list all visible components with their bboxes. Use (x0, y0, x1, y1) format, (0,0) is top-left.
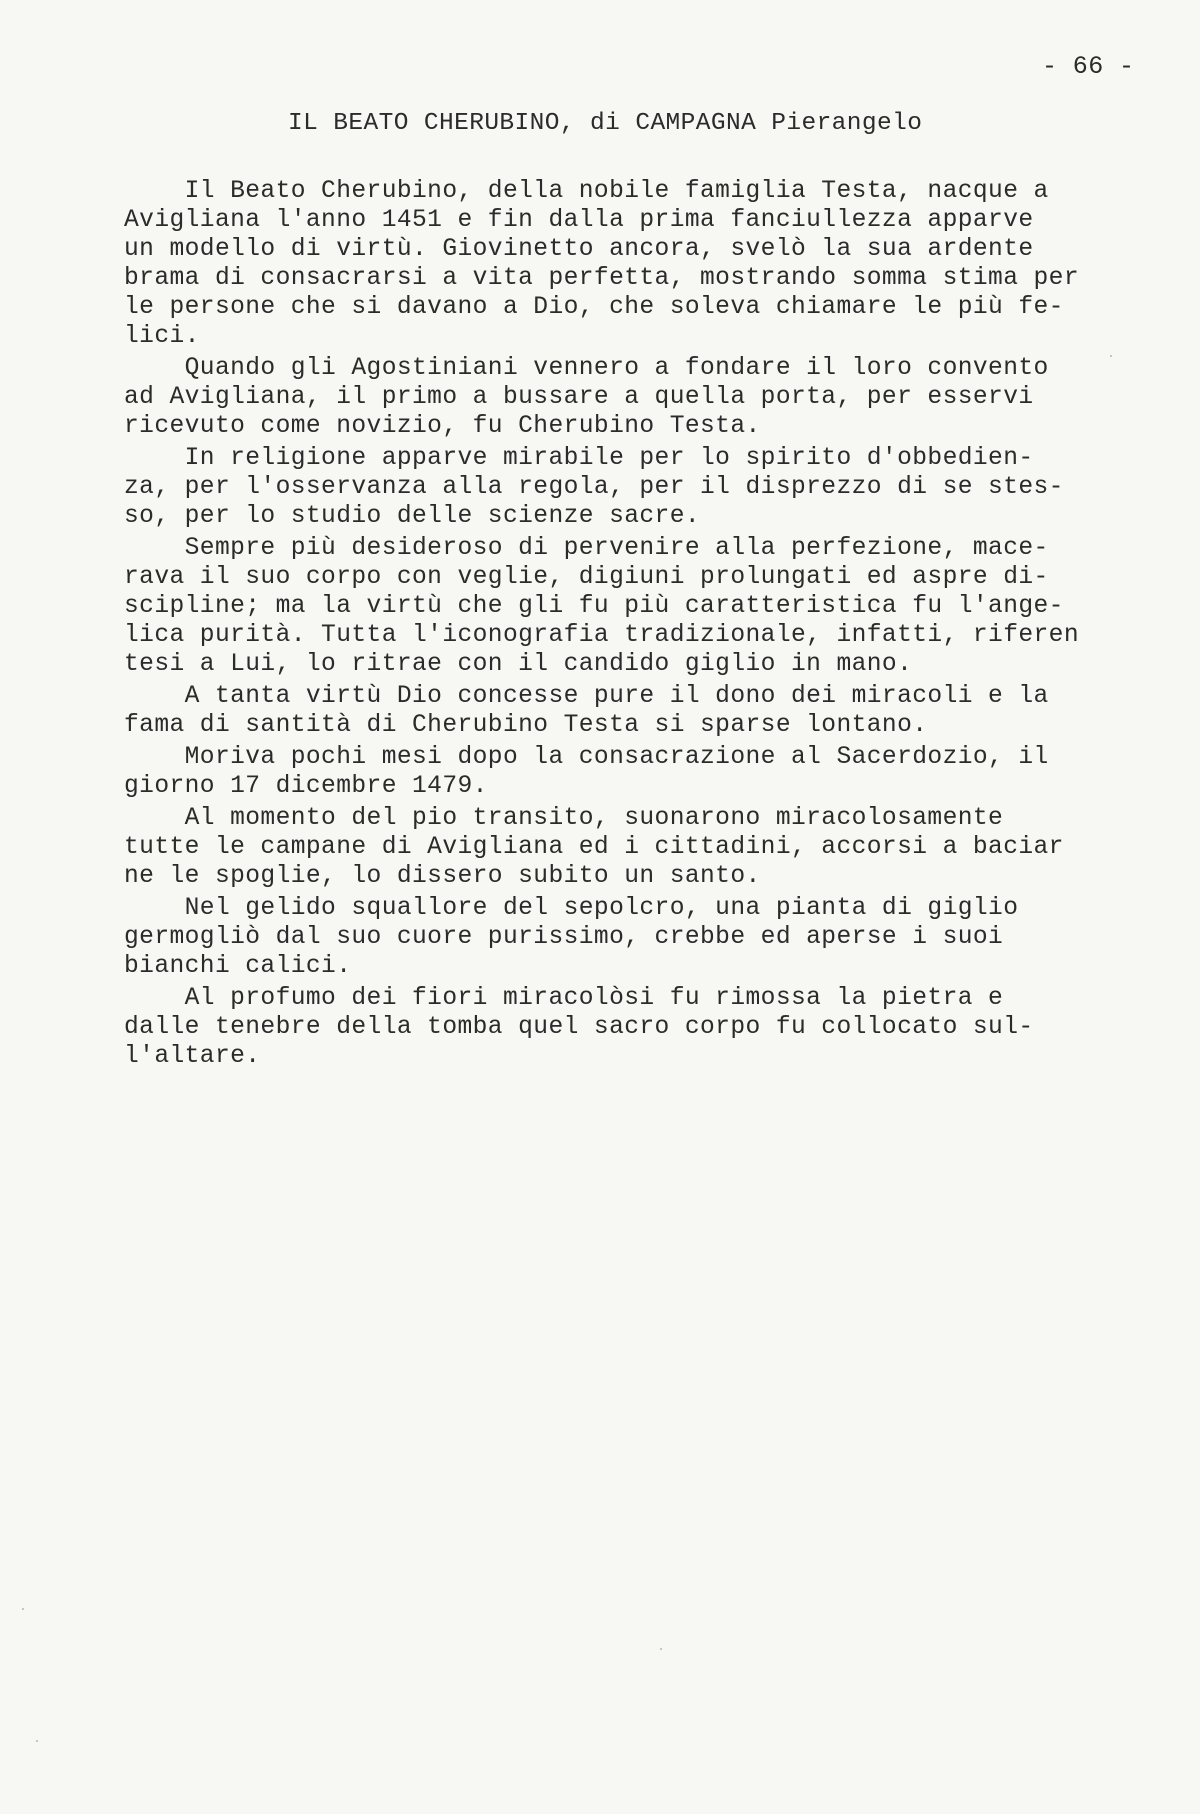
text-line: fama di santità di Cherubino Testa si sparse lontano. (124, 712, 928, 739)
text-line: In religione apparve mirabile per lo spirito d'obbedien- (124, 445, 1034, 472)
text-line: lica purità. Tutta l'iconografia tradizionale, infatti, riferen (124, 622, 1079, 649)
text-line: giorno 17 dicembre 1479. (124, 773, 488, 800)
text-line: Il Beato Cherubino, della nobile famiglia Testa, nacque a (124, 178, 1049, 205)
paper-speck (22, 1608, 24, 1610)
text-line: ricevuto come novizio, fu Cherubino Testa. (124, 413, 761, 440)
text-line: Sempre più desideroso di pervenire alla perfezione, mace- (124, 535, 1049, 562)
text-line: Nel gelido squallore del sepolcro, una pianta di giglio (124, 895, 1019, 922)
paper-speck (660, 1648, 662, 1650)
text-line: lici. (124, 323, 200, 350)
text-line: brama di consacrarsi a vita perfetta, mostrando somma stima per (124, 265, 1079, 292)
text-line: un modello di virtù. Giovinetto ancora, svelò la sua ardente (124, 236, 1034, 263)
text-line: tutte le campane di Avigliana ed i cittadini, accorsi a baciar (124, 834, 1064, 861)
text-line: bianchi calici. (124, 953, 352, 980)
text-line: ne le spoglie, lo dissero subito un santo. (124, 863, 761, 890)
text-line: l'altare. (124, 1043, 261, 1070)
text-line: germogliò dal suo cuore purissimo, crebbe ed aperse i suoi (124, 924, 1004, 951)
text-line: ad Avigliana, il primo a bussare a quella porta, per esservi (124, 384, 1034, 411)
text-line: Al profumo dei fiori miracolòsi fu rimossa la pietra e (124, 985, 1004, 1012)
text-line: le persone che si davano a Dio, che soleva chiamare le più fe- (124, 294, 1064, 321)
text-line: so, per lo studio delle scienze sacre. (124, 503, 701, 530)
text-line: dalle tenebre della tomba quel sacro corpo fu collocato sul- (124, 1014, 1034, 1041)
text-line: A tanta virtù Dio concesse pure il dono dei miracoli e la (124, 683, 1049, 710)
text-line: Quando gli Agostiniani vennero a fondare il loro convento (124, 355, 1049, 382)
text-line: rava il suo corpo con veglie, digiuni prolungati ed aspre di- (124, 564, 1049, 591)
text-line: Al momento del pio transito, suonarono miracolosamente (124, 805, 1004, 832)
text-line: za, per l'osservanza alla regola, per il disprezzo di se stes- (124, 474, 1064, 501)
text-line: Moriva pochi mesi dopo la consacrazione al Sacerdozio, il (124, 744, 1049, 771)
page-title: IL BEATO CHERUBINO, di CAMPAGNA Pierangelo (288, 110, 923, 137)
page-number: - 66 - (1042, 52, 1135, 81)
paper-speck (1110, 355, 1112, 357)
paper-speck (36, 1740, 38, 1742)
text-line: Avigliana l'anno 1451 e fin dalla prima fanciullezza apparve (124, 207, 1034, 234)
text-line: scipline; ma la virtù che gli fu più caratteristica fu l'ange- (124, 593, 1064, 620)
text-line: tesi a Lui, lo ritrae con il candido giglio in mano. (124, 651, 913, 678)
